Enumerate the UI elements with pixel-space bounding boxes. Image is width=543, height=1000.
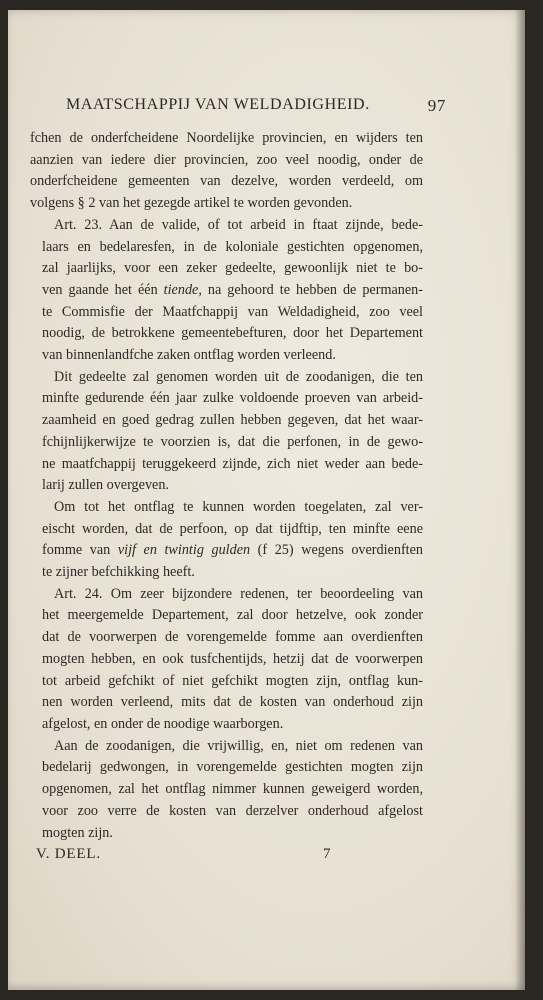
text-line: afgelost, en onder de noodige waarborgen. (42, 715, 284, 732)
text-line: Aan de zoodanigen, die vrijwillig, en, niet om redenen van (54, 737, 423, 754)
text-line: Art. 24. Om zeer bijzondere redenen, ter beoordeeling van (54, 585, 423, 602)
running-title: MAATSCHAPPIJ VAN WELDADIGHEID. (66, 96, 370, 113)
signature-mark: 7 (323, 846, 331, 862)
text-line: voor zoo verre de kosten van derzelver onderhoud afgelost (42, 802, 423, 819)
text-line: Om tot het ontflag te kunnen worden toegelaten, zal ver- (54, 498, 423, 515)
volume-mark: V. DEEL. (36, 846, 101, 862)
paragraph-art-24 (30, 584, 423, 736)
italic-phrase: vijf en twintig gulden (117, 542, 251, 559)
text-line: eischt worden, dat de perfoon, op dat tijdftip, ten minfte eene (42, 520, 423, 537)
text-line: nen worden verleend, mits dat de kosten van onderhoud zijn (42, 694, 423, 711)
text-line: opgenomen, zal het ontflag nimmer kunnen geweigerd worden, (42, 781, 423, 798)
text-line: volgens § 2 van het gezegde artikel te worden gevonden. (30, 195, 353, 212)
text-line: Dit gedeelte zal genomen worden uit de zoodanigen, die ten (54, 368, 423, 385)
text-line: bedelarij gedwongen, in vorengemelde gestichten mogten zijn (42, 759, 423, 776)
text-line: fchijnlijkerwijze te voorzien is, dat die perfonen, in de gewo- (42, 433, 423, 450)
text-line: laars en bedelaresfen, in de koloniale gestichten opgenomen, (42, 238, 423, 255)
text-line: fomme van vijf en twintig gulden (f 25) wegens overdienften (42, 542, 424, 559)
text-line: het meergemelde Departement, zal door hetzelve, ook zonder (42, 607, 423, 624)
text-line: minfte gedurende één jaar zulke voldoende proeven van arbeid- (42, 390, 423, 407)
text-line: tot arbeid gefchikt of niet gefchikt mogten zijn, ontflag kun- (42, 672, 423, 689)
text-line: noodig, de betrokkene gemeentebefturen, door het Departement (42, 325, 423, 342)
text-line: mogten zijn. (42, 824, 113, 841)
text-line: mogten hebben, en ook tusfchentijds, hetzij dat de voorwerpen (42, 650, 423, 667)
text-line: aanzien van iedere dier provincien, zoo veel noodig, onder de (30, 151, 423, 168)
text-line: dat de voorwerpen de vorengemelde fomme aan overdienften (42, 629, 423, 646)
paragraph-art-23 (30, 215, 423, 367)
paragraph-4 (30, 497, 423, 584)
page-edge-shadow (515, 10, 525, 990)
page-header (66, 96, 446, 120)
page-number: 97 (427, 96, 446, 115)
paragraph-6 (30, 736, 423, 845)
book-page (8, 10, 525, 990)
text-line: van binnenlandfche zaken ontflag worden verleend. (42, 347, 336, 364)
text-line: ven gaande het één tiende, na gehoord te hebben de permanen- (42, 281, 423, 298)
body-text (30, 128, 423, 844)
italic-phrase: tiende (163, 281, 199, 298)
text-line: ne maatfchappij teruggekeerd zijnde, zich niet weder aan bede- (42, 455, 423, 472)
text-line: larij zullen overgeven. (42, 477, 169, 494)
paragraph-3 (30, 367, 423, 497)
text-line: zaamheid en goed gedrag zullen hebben gegeven, dat het waar- (42, 412, 423, 429)
text-line: Art. 23. Aan de valide, of tot arbeid in ftaat zijnde, bede- (54, 216, 423, 233)
text-line: fchen de onderfcheidene Noordelijke provincien, en wijders ten (30, 130, 423, 146)
paragraph-1 (30, 128, 423, 215)
text-line: te zijner befchikking heeft. (42, 564, 195, 581)
text-line: te Commisfie der Maatfchappij van Weldadigheid, zoo veel (42, 303, 423, 320)
text-line: onderfcheidene gemeenten van dezelve, worden verdeeld, om (30, 173, 423, 190)
text-line: zal jaarlijks, voor een zeker gedeelte, gewoonlijk niet te bo- (42, 260, 423, 277)
